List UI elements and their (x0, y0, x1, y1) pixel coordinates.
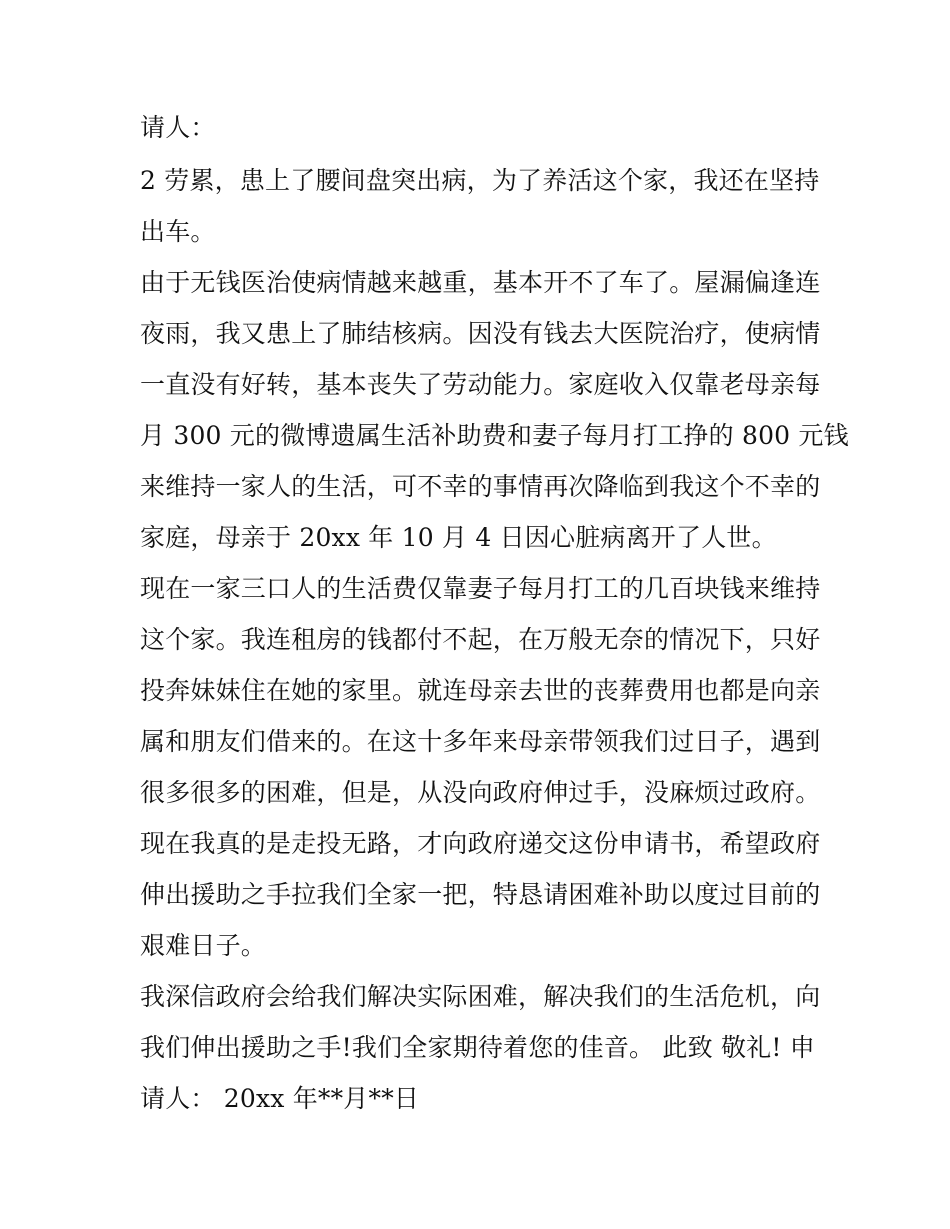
text-line: 属和朋友们借来的。在这十多年来母亲带领我们过日子，遇到 (140, 727, 821, 756)
text-line: 出车。 (140, 217, 216, 246)
text-line: 很多很多的困难，但是，从没向政府伸过手，没麻烦过政府。 (140, 778, 821, 807)
text-line: 来维持一家人的生活，可不幸的事情再次降临到我这个不幸的 (140, 472, 821, 501)
text-line: 艰难日子。 (140, 931, 267, 960)
text-line: 现在我真的是走投无路，才向政府递交这份申请书，希望政府 (140, 829, 821, 858)
text-line: 夜雨，我又患上了肺结核病。因没有钱去大医院治疗，使病情 (140, 319, 821, 348)
text-line: 这个家。我连租房的钱都付不起，在万般无奈的情况下，只好 (140, 625, 821, 654)
text-line-salutation: 请人： (140, 113, 216, 142)
text-line: 投奔妹妹住在她的家里。就连母亲去世的丧葬费用也都是向亲 (140, 676, 821, 705)
text-line: 我们伸出援助之手!我们全家期待着您的佳音。 此致 敬礼! 申 (140, 1033, 815, 1062)
text-line: 由于无钱医治使病情越来越重，基本开不了车了。屋漏偏逢连 (140, 268, 821, 297)
text-line: 我深信政府会给我们解决实际困难，解决我们的生活危机，向 (140, 982, 821, 1011)
text-line: 伸出援助之手拉我们全家一把，特恳请困难补助以度过目前的 (140, 880, 821, 909)
text-line: 2 劳累，患上了腰间盘突出病，为了养活这个家，我还在坚持 (140, 166, 820, 195)
text-line: 月 300 元的微博遗属生活补助费和妻子每月打工挣的 800 元钱 (140, 421, 849, 450)
text-line-signature-date: 请人： 20xx 年**月**日 (140, 1084, 420, 1113)
text-line: 一直没有好转，基本丧失了劳动能力。家庭收入仅靠老母亲每 (140, 370, 821, 399)
text-line: 家庭，母亲于 20xx 年 10 月 4 日因心脏病离开了人世。 (140, 523, 777, 552)
text-line: 现在一家三口人的生活费仅靠妻子每月打工的几百块钱来维持 (140, 574, 821, 603)
